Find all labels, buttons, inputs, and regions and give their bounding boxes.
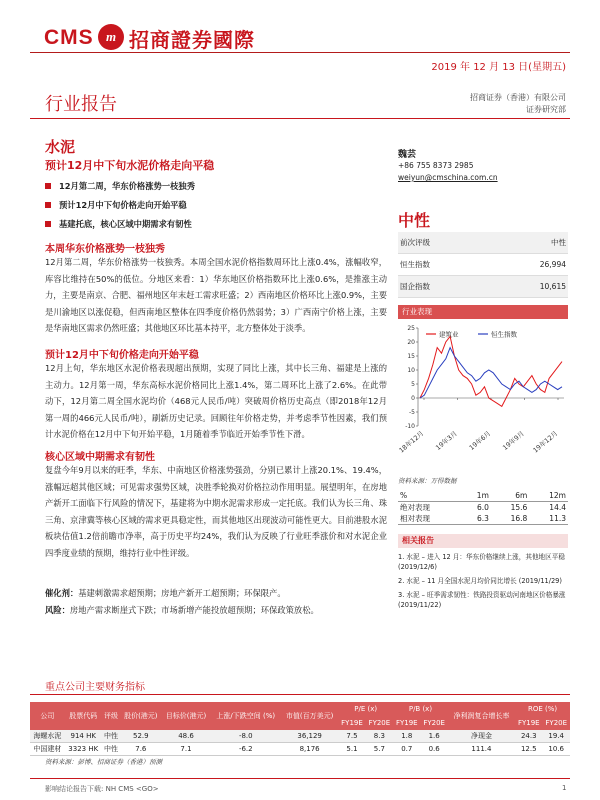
fin-table-cell: 24.3 — [515, 730, 542, 743]
rating-value: 26,994 — [488, 254, 568, 276]
fin-table-cell: 52.9 — [120, 730, 161, 743]
related-reports-header: 相关报告 — [398, 534, 568, 548]
perf-col-header: 1m — [461, 490, 491, 502]
col-target: 目标价(港元) — [161, 702, 210, 730]
col-price: 股价(港元) — [120, 702, 161, 730]
col-mcap: 市值(百万美元) — [281, 702, 338, 730]
fin-table-cell: 中性 — [102, 730, 121, 743]
rating-row — [398, 276, 568, 298]
perf-col-header: 6m — [491, 490, 529, 502]
fin-table-row — [30, 730, 570, 743]
rating-row — [398, 232, 568, 254]
key-point: 12月第二周，华东价格涨势一枝独秀 — [45, 180, 195, 192]
perf-cell: 16.8 — [491, 513, 529, 525]
rating-value: 中性 — [488, 232, 568, 254]
fin-table-cell: 8.3 — [366, 730, 393, 743]
fin-table-cell: 7.5 — [338, 730, 365, 743]
col-rating: 评级 — [102, 702, 121, 730]
fin-table-cell: 36,129 — [281, 730, 338, 743]
section-body: 12月上旬，华东地区水泥价格表现超出预期，实现了同比上涨，其中长三角、福建是上涨的主动力。12月第一周，华东高标水泥价格同比上涨1.4%，第二周环比上涨了2.6%。在此带动下，12月第二周全国水泥均价（468元人民币/吨）突破周价格历史高点（即2018年12月第一周的466元人民币/吨），刷新历史记录。回顾往年价格走势，并考虑季节性因素，我们预计水泥价格在12月中下旬开始平稳，1月随着季节临近开始季节性下滑。 — [45, 363, 387, 439]
x-tick-label: 19年9月 — [501, 429, 526, 452]
analyst-phone: +86 755 8373 2985 — [398, 161, 474, 170]
key-point: 基建托底，核心区域中期需求有韧性 — [45, 218, 192, 230]
y-tick-label: -10 — [405, 423, 415, 431]
col-year: FY19E — [338, 716, 365, 730]
key-point: 预计12月中下旬价格走向开始平稳 — [45, 199, 187, 211]
x-tick-label: 19年6月 — [467, 429, 493, 452]
fin-table-cell: 111.4 — [448, 743, 515, 756]
fin-table-cell: 10.6 — [542, 743, 570, 756]
y-tick-label: 20 — [407, 339, 415, 347]
financial-table — [30, 702, 570, 756]
y-tick-label: 15 — [407, 353, 415, 361]
y-tick-label: 10 — [407, 367, 415, 375]
title-divider — [30, 118, 570, 119]
col-year: FY19E — [393, 716, 420, 730]
col-company: 公司 — [30, 702, 65, 730]
fin-header-row — [30, 702, 570, 716]
perf-row — [398, 513, 568, 525]
perf-col-header: % — [398, 490, 461, 502]
col-pe: P/E (x) — [338, 702, 393, 716]
performance-table — [398, 490, 568, 525]
fin-table-cell: 12.5 — [515, 743, 542, 756]
related-report-link[interactable]: 3. 水泥 – 旺季需求韧性：铁路投资驱动河南地区价格暴涨 (2019/11/22) — [398, 591, 566, 609]
series-line-hsi — [420, 348, 562, 398]
catalyst-line — [45, 586, 387, 601]
rating-row — [398, 254, 568, 276]
section-body: 12月第二周，华东价格涨势一枝独秀。本周全国水泥价格指数周环比上涨0.4%，涨幅收窄，库容比维持在50%的低位。分地区来看：1）华东地区价格指数环比上涨0.6%，是推涨主动力，主要是南京、合肥、福州地区年末赶工需求旺盛；2）西南地区价格环比上涨0.9%，主要是川渝地区以涨促稳，但西南地区整体在四季度价格仍然弱势；3）广西南宁价格上涨，主要是华南地区需求仍然旺盛；其他地区环比基本持平，北方整体处于淡季。 — [45, 257, 387, 333]
perf-cell: 6.3 — [461, 513, 491, 525]
risk-text: 房地产需求断崖式下跌；市场新增产能投放超预期；环保政策放松。 — [69, 605, 319, 615]
rating-table — [398, 232, 568, 298]
perf-cell: 11.3 — [529, 513, 568, 525]
fin-table-cell: 3323 HK — [65, 743, 102, 756]
fin-table-cell: 0.7 — [393, 743, 420, 756]
page-number: 1 — [562, 784, 567, 792]
fin-table-cell: 海螺水泥 — [30, 730, 65, 743]
perf-cell: 15.6 — [510, 503, 528, 512]
x-tick-label: 19年3月 — [434, 429, 459, 452]
fin-table-cell: 8,176 — [281, 743, 338, 756]
footer-divider — [30, 778, 570, 779]
y-tick-label: 25 — [407, 325, 415, 333]
perf-cell: 14.4 — [549, 503, 566, 512]
fin-table-cell: 中性 — [102, 743, 121, 756]
perf-chart-header: 行业表现 — [398, 305, 568, 319]
col-code: 股票代码 — [65, 702, 102, 730]
rating-key: 恒生指数 — [398, 254, 488, 276]
fin-table-cell: 1.8 — [393, 730, 420, 743]
fin-table-divider — [30, 694, 570, 695]
analyst-email[interactable]: weiyun@cmschina.com.cn — [398, 173, 498, 182]
rating-label: 中性 — [398, 211, 431, 230]
perf-cell: 绝对表现 — [400, 503, 430, 512]
perf-table-header — [398, 490, 568, 502]
col-roe: ROE (%) — [515, 702, 570, 716]
col-pb: P/B (x) — [393, 702, 448, 716]
perf-row — [398, 502, 568, 514]
fin-table-cell: 中国建材 — [30, 743, 65, 756]
fin-table-cell: 19.4 — [542, 730, 570, 743]
fin-table-source: 资料来源：彭博、招商证券（香港）预测 — [45, 758, 162, 766]
header-divider — [30, 52, 570, 53]
rating-value: 10,615 — [488, 276, 568, 298]
rating-key: 前次评级 — [398, 232, 488, 254]
fin-table-cell: -8.0 — [211, 730, 281, 743]
catalyst-text: 基建刺激需求超预期；房地产新开工超预期；环保限产。 — [78, 588, 286, 598]
analyst-name: 魏芸 — [398, 150, 417, 160]
col-upside: 上涨/下跌空间 (%) — [211, 702, 281, 730]
fin-table-cell: 7.1 — [161, 743, 210, 756]
report-date: 2019 年 12 月 13 日(星期五) — [431, 62, 566, 73]
col-year: FY19E — [515, 716, 542, 730]
report-subtitle: 预计12月中下旬水泥价格走向平稳 — [45, 159, 215, 172]
fin-table-cell: 914 HK — [65, 730, 102, 743]
fin-table-cell: -6.2 — [211, 743, 281, 756]
y-tick-label: 5 — [411, 381, 415, 389]
fin-table-cell: 0.6 — [420, 743, 447, 756]
y-tick-label: 0 — [411, 395, 415, 403]
fin-table-row — [30, 743, 570, 756]
fin-table-cell: 净现金 — [448, 730, 515, 743]
col-year: FY20E — [366, 716, 393, 730]
section-heading: 核心区域中期需求有韧性 — [45, 452, 155, 463]
x-tick-label: 18年12月 — [398, 429, 426, 455]
x-tick-label: 19年12月 — [531, 429, 560, 455]
fin-table-cell: 48.6 — [161, 730, 210, 743]
section-heading: 本周华东价格涨势一枝独秀 — [45, 244, 165, 255]
chart-source: 资料来源：万得数据 — [398, 477, 457, 485]
col-eps: 净利润复合增长率 — [448, 702, 515, 730]
rating-key: 国企指数 — [398, 276, 488, 298]
perf-cell: 相对表现 — [398, 513, 461, 525]
footer-text: 影响结论报告下载: NH CMS <GO> — [45, 785, 159, 793]
y-tick-label: -5 — [409, 409, 415, 417]
perf-cell: 6.0 — [476, 503, 489, 512]
section-heading: 预计12月中下旬价格走向开始平稳 — [45, 350, 199, 361]
section-body: 复盘今年9月以来的旺季，华东、中南地区价格涨势强劲，分别已累计上涨20.1%、19.4%，涨幅远超其他区域；可见需求强势区域，决胜季轮换对价格拉动作用明显。展望明年，在房地产新开工面临下行风险的情况下，基建将为中期水泥需求形成一定托底。我们认为长三角、珠三角、京津冀等核心区域的需求更具稳定性，而其他地区出现波动可能性更大。目前港股水泥板块估值1.2倍前瞻市净率，高于历史平均24%，我们认为反映了行业旺季涨价和对水泥企业四季度业绩的预期，维持行业中性评级。 — [45, 465, 387, 558]
org-dept: 证券研究部 — [526, 105, 566, 114]
report-type: 行业报告 — [45, 94, 117, 115]
perf-col-header: 12m — [529, 490, 568, 502]
logo-cms: CMS — [44, 26, 94, 49]
legend-label: 恒生指数 — [491, 330, 517, 339]
fin-table-cell: 7.6 — [120, 743, 161, 756]
col-year: FY20E — [420, 716, 447, 730]
fin-table-cell: 5.7 — [366, 743, 393, 756]
fin-table-cell: 1.6 — [420, 730, 447, 743]
logo-badge-icon: m — [98, 24, 124, 50]
col-year: FY20E — [542, 716, 570, 730]
related-report-link[interactable]: 2. 水泥 – 11 月全国水泥月均价同比增长 (2019/11/29) — [398, 577, 562, 585]
fin-table-title: 重点公司主要财务指标 — [45, 682, 145, 693]
catalyst-label: 催化剂： — [45, 588, 79, 598]
legend-label: 建筑业 — [439, 330, 459, 339]
logo-company-name: 招商證券國際 — [129, 28, 255, 52]
fin-table-cell: 5.1 — [338, 743, 365, 756]
risk-line — [45, 603, 387, 618]
risk-label: 风险： — [45, 605, 70, 615]
performance-line-chart — [398, 322, 568, 472]
org-name: 招商证券（香港）有限公司 — [470, 93, 566, 102]
sector-title: 水泥 — [45, 138, 76, 156]
related-report-link[interactable]: 1. 水泥 – 进入 12 月：华东价格继续上涨，其他地区平稳(2019/12/6) — [398, 553, 565, 571]
